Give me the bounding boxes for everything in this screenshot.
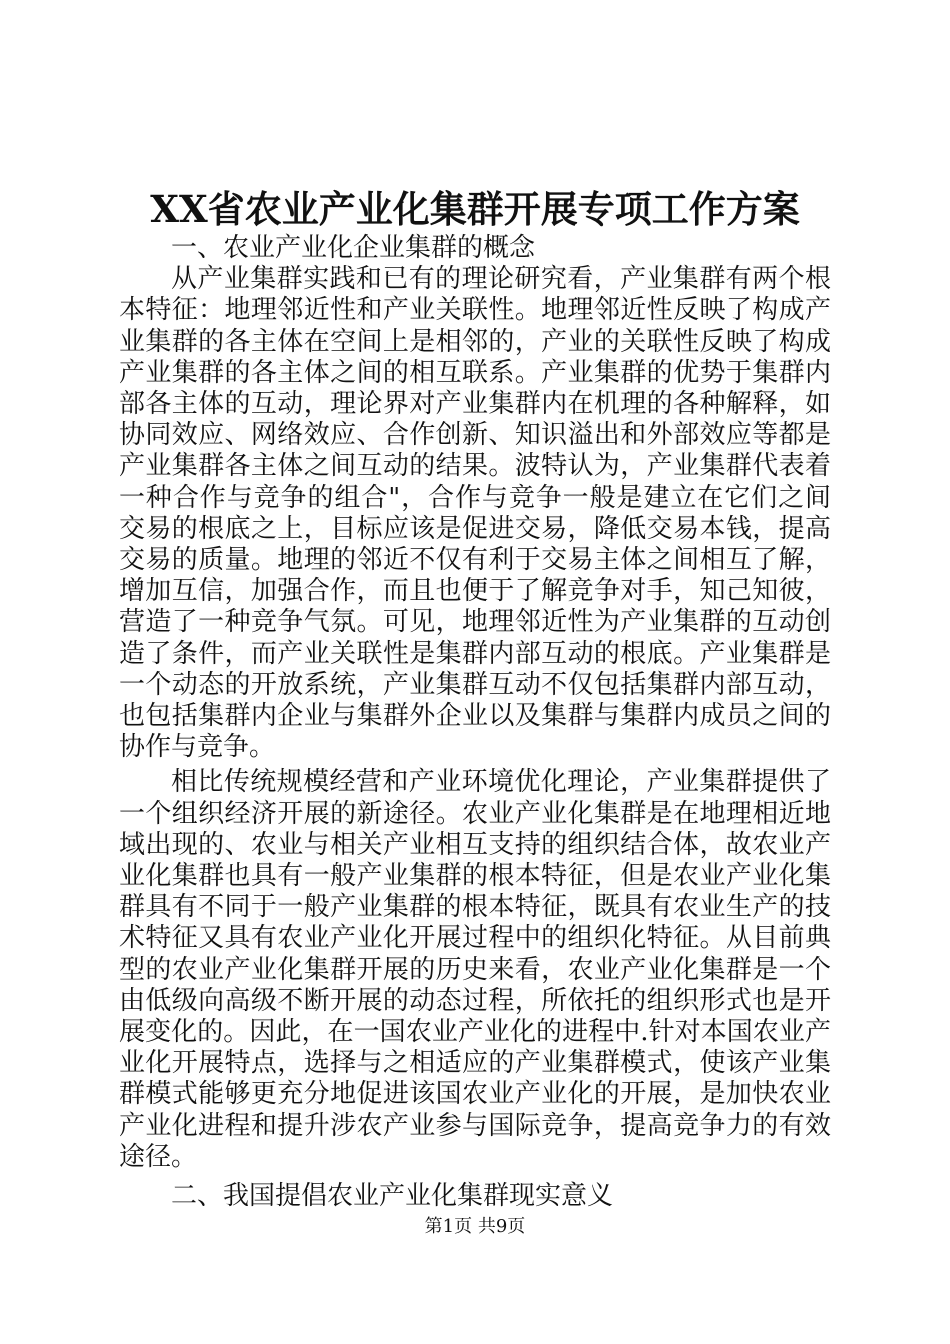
section-1-heading: 一、农业产业化企业集群的概念 (171, 233, 536, 263)
page-number-footer: 第1页 共9页 (424, 1216, 526, 1237)
paragraph-1: 从产业集群实践和已有的理论研究看，产业集群有两个根本特征：地理邻近性和产业关联性。地理邻近性反映了构成产业集群的各主体在空间上是相邻的，产业的关联性反映了构成产业集群的各主体之间的相互联系。产业集群的优势于集群内部各主体的互动，理论界对产业集群内在机理的各种解释，如协同效应、网络效应、合作创新、知识溢出和外部效应等都是产业集群各主体之间互动的结果。波特认为，产业集群代表着一种合作与竞争的组合"，合作与竞争一般是建立在它们之间交易的根底之上，目标应该是促进交易，降低交易本钱，提高交易的质量。地理的邻近不仅有利于交易主体之间相互了解，增加互信，加强合作，而且也便于了解竞争对手，知己知彼，营造了一种竞争气氛。可见，地理邻近性为产业集群的互动创造了条件，而产业关联性是集群内部互动的根底。产业集群是一个动态的开放系统，产业集群互动不仅包括集群内部互动，也包括集群内企业与集群外企业以及集群与集群内成员之间的协作与竞争。 (119, 264, 831, 763)
document-body (119, 233, 831, 1212)
section-2-heading: 二、我国提倡农业产业化集群现实意义 (171, 1181, 614, 1212)
document-title: XX省农业产业化集群开展专项工作方案 (150, 187, 800, 231)
paragraph-2: 相比传统规模经营和产业环境优化理论，产业集群提供了一个组织经济开展的新途径。农业产业化集群是在地理相近地域出现的、农业与相关产业相互支持的组织结合体，故农业产业化集群也具有一般产业集群的根本特征，但是农业产业化集群具有不同于一般产业集群的根本特征，既具有农业生产的技术特征又具有农业产业化开展过程中的组织化特征。从目前典型的农业产业化集群开展的历史来看，农业产业化集群是一个由低级向高级不断开展的动态过程，所依托的组织形式也是开展变化的。因此，在一国农业产业化的进程中.针对本国农业产业化开展特点，选择与之相适应的产业集群模式，使该产业集群模式能够更充分地促进该国农业产业化的开展，是加快农业产业化进程和提升涉农产业参与国际竞争，提高竞争力的有效途径。 (119, 767, 831, 1172)
